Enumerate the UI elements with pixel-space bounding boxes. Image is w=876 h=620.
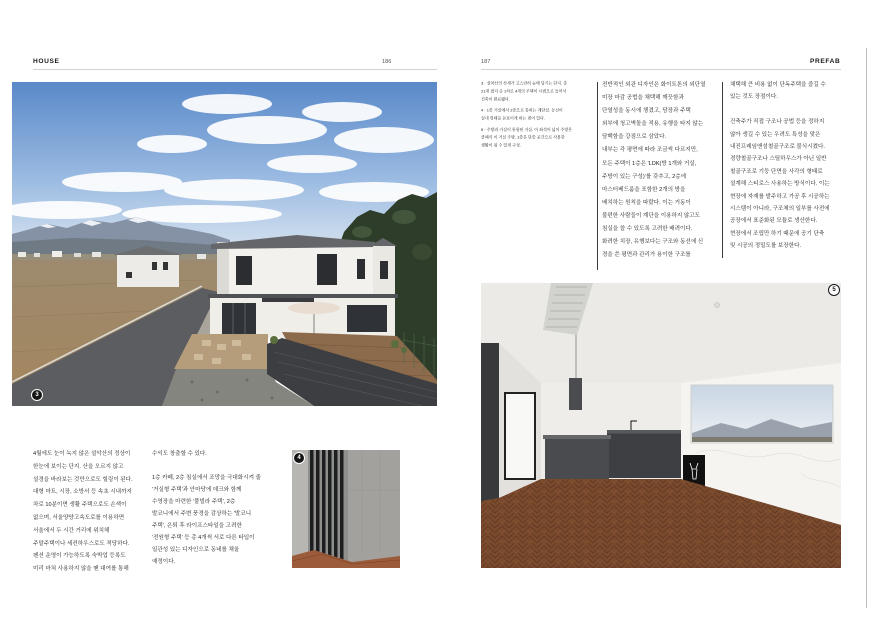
text-line: 전반적인 외관 디자인은 화이트톤의 외단열 bbox=[602, 82, 706, 88]
photo-number-4: 4 bbox=[293, 452, 305, 464]
text-line: 경을 쓴 평면과 관리가 용이한 구조를 bbox=[602, 252, 691, 259]
text-line bbox=[152, 460, 282, 472]
text-line: 모든 주택이 1층은 'LDK(방 1개와 거실, bbox=[602, 160, 697, 167]
text-line: 예정이다. bbox=[152, 559, 176, 565]
text-line: 불편한 사람들이 계단을 이용하지 않고도 bbox=[602, 212, 701, 219]
text-line: 않아 생길 수 있는 우려도 특성을 맞은 bbox=[730, 131, 821, 138]
caption-5 bbox=[481, 126, 591, 150]
text-line: 현장에 자재를 발주하고 가공 후 시공하는 bbox=[730, 193, 830, 200]
doorway bbox=[505, 393, 535, 479]
text-line: 건축주가 직접 구조나 공법 등을 정하지 bbox=[730, 119, 825, 126]
text-line: 단열성을 동시에 챙겼고, 담장과 주택 bbox=[602, 108, 691, 115]
caption-line: 생활이 될 수 있게 구성. bbox=[481, 144, 521, 148]
text-line: 서울에서 두 시간 거리에 위치해 bbox=[33, 527, 110, 534]
caption-line: 5 · 주방과 거실이 통합된 거실. 이 좌석이 넓어 주방은 bbox=[481, 128, 573, 133]
photo-number-3: 3 bbox=[31, 389, 43, 401]
text-line: 외부에 청고벽돌을 적용, 유행을 타지 않는 bbox=[602, 121, 704, 128]
caption-line: 4 · 1층 거실에서 2층으로 통하는 계단실. 동선이 bbox=[481, 109, 563, 113]
header-rule-right bbox=[481, 69, 841, 70]
text-line: 대형 마트, 시장, 소방서 등 속초 시내까지 bbox=[33, 489, 132, 496]
interior-photo bbox=[481, 283, 841, 568]
ceiling-light bbox=[714, 302, 719, 307]
caption-line: 3 · 설악산의 산세가 고스란히 눈에 담기는 단지. 총 bbox=[481, 81, 568, 86]
text-line: 1층 카페, 2층 침실에서 조망을 극대화시켜 줄 bbox=[152, 475, 261, 481]
exterior-photo-drawing bbox=[12, 82, 437, 406]
text-line: 주말주택이나 세컨하우스로도 적당하다. bbox=[33, 540, 130, 547]
text-line bbox=[730, 104, 844, 116]
header-rule-left bbox=[33, 69, 437, 70]
back-counter bbox=[607, 433, 681, 478]
page-number-left: 186 bbox=[382, 59, 392, 65]
caption-line: 21개 필지 중 1차로 4개의 주택이 시범으로 들어서 bbox=[481, 89, 567, 94]
text-line: 주방이 있는 구성)'를 갖추고, 2층에 bbox=[602, 173, 687, 180]
right-body-column-1 bbox=[602, 79, 718, 262]
text-line: 철골구조로 기둥 단면을 사각의 형태로 bbox=[730, 168, 823, 175]
text-line: 수익도 창출할 수 있다. bbox=[152, 451, 207, 457]
text-line: 없으며, 서울양양고속도로를 이용하면 bbox=[33, 514, 125, 521]
text-line: 미리 마쳐 사용하지 않을 땐 대여를 통해 bbox=[33, 566, 129, 573]
caption-4 bbox=[481, 107, 591, 123]
text-line: 공장에서 표준화된 모듈로 생산한다. bbox=[730, 218, 818, 225]
text-line: 침실을 쓸 수 있도록 고려한 배려이다. bbox=[602, 226, 693, 233]
caption-line: 클래식 이 거실 주방, 1층은 단층 공간으로 사용한 bbox=[481, 136, 565, 141]
text-line: 4월에도 눈이 녹지 않은 설악산의 정상이 bbox=[33, 451, 131, 457]
text-line: 화려한 치장, 유행보다는 구조와 동선에 신 bbox=[602, 239, 704, 246]
text-line: 발코니에서 주변 풍경을 감상하는 '발코니 bbox=[152, 511, 252, 517]
text-line: 차로 10분이면 생활 주택으로도 손색이 bbox=[33, 502, 127, 509]
text-line: 현장에서 조립만 하기 때문에 공기 단축 bbox=[730, 230, 825, 237]
left-body-column-1 bbox=[33, 448, 143, 576]
main-house bbox=[208, 235, 398, 338]
text-line: 담백함을 강점으로 삼았다. bbox=[602, 134, 667, 141]
text-line: 내부는 각 평면에 따라 조금씩 다르지만, bbox=[602, 147, 698, 154]
text-line: 미장 마감 공법을 채택해 깨끗함과 bbox=[602, 95, 684, 102]
interior-photo-drawing bbox=[481, 283, 841, 568]
page-edge-line bbox=[866, 48, 867, 608]
text-line: 채택해 큰 비용 없이 단독주택을 즐길 수 bbox=[730, 82, 826, 88]
text-line: 있는 것도 장점이다. bbox=[730, 94, 778, 101]
text-line: '거실형 주택'과 안마당에 데크와 함께 bbox=[152, 487, 242, 493]
text-line: 시스템이 아니라, 구조체의 일부를 사전에 bbox=[730, 206, 830, 213]
text-line: 일관성 있는 디자인으로 동네를 채울 bbox=[152, 547, 240, 553]
section-title-left: HOUSE bbox=[33, 58, 60, 65]
text-line: 배치하는 원칙을 따랐다. 이는 거동이 bbox=[602, 199, 691, 206]
column-divider-1 bbox=[597, 82, 598, 270]
caption-3 bbox=[481, 80, 591, 104]
photo-captions bbox=[481, 80, 593, 152]
exterior-photo bbox=[12, 82, 437, 406]
right-body-column-2 bbox=[730, 79, 844, 253]
caption-line: 실내 형태를 돋보이게 하는 편이 있다. bbox=[481, 116, 545, 121]
text-line: 및 시공의 정밀도를 보장한다. bbox=[730, 243, 802, 250]
text-line: 수영장을 마련한 '풀빌라 주택', 2층 bbox=[152, 499, 236, 505]
caption-line: 건축이 완료됐다. bbox=[481, 97, 510, 102]
text-line: 설경을 바라보는 것만으로도 힐링이 된다. bbox=[33, 476, 133, 483]
text-line: 경량철골구조나 스틸하우스가 아닌 일반 bbox=[730, 156, 827, 163]
photo-number-5: 5 bbox=[828, 284, 840, 296]
page-number-right: 187 bbox=[481, 59, 491, 65]
section-title-right: PREFAB bbox=[810, 58, 841, 65]
text-line: 내진프레임앤섬철골구조로 불식시켰다. bbox=[730, 144, 825, 151]
pendant-lamp bbox=[569, 378, 582, 410]
concrete-wall bbox=[348, 450, 400, 568]
text-line: 마스터베드룸을 포함한 2개의 방을 bbox=[602, 186, 686, 193]
text-line: 한눈에 보이는 단지. 산을 오르지 않고 bbox=[33, 463, 124, 470]
stair-photo-drawing bbox=[292, 450, 400, 568]
text-line: 펜션 운영이 가능하도록 숙박업 등록도 bbox=[33, 553, 126, 560]
glass-panel bbox=[292, 450, 308, 568]
text-line: 주택', 은퇴 후 라이프스타일을 고려한 bbox=[152, 523, 242, 529]
text-line: '전원형 주택' 등 총 4개씩 서로 다른 타입이 bbox=[152, 535, 255, 541]
text-line: 설계해 스티로스 사용하는 방식이다. 이는 bbox=[730, 181, 830, 188]
column-divider-2 bbox=[722, 82, 723, 258]
stair-photo bbox=[292, 450, 400, 568]
left-body-column-2 bbox=[152, 448, 282, 568]
kitchen-island bbox=[545, 439, 609, 483]
